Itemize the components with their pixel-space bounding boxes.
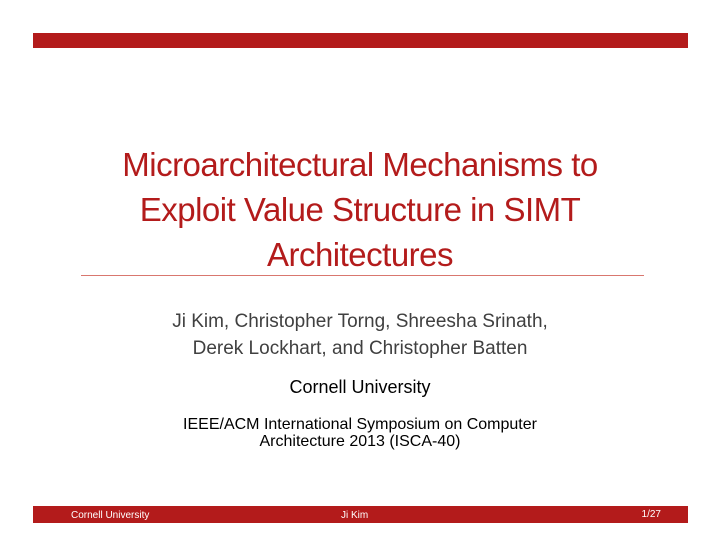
venue bbox=[60, 416, 660, 450]
title-line-1: Microarchitectural Mechanisms to bbox=[122, 146, 598, 183]
venue-line-1: IEEE/ACM International Symposium on Computer bbox=[183, 416, 537, 433]
top-accent-bar bbox=[33, 33, 688, 48]
footer-bar bbox=[33, 506, 688, 523]
footer-affiliation: Cornell University bbox=[71, 510, 150, 521]
venue-line-2: Architecture 2013 (ISCA-40) bbox=[259, 433, 461, 450]
title-divider bbox=[81, 275, 644, 276]
affiliation: Cornell University bbox=[289, 377, 431, 397]
title-line-3: Architectures bbox=[266, 236, 454, 273]
title-line-2: Exploit Value Structure in SIMT bbox=[139, 191, 581, 228]
slide-number: 1/27 bbox=[641, 509, 661, 520]
author-line-1: Ji Kim, Christopher Torng, Shreesha Srinath, bbox=[172, 311, 548, 332]
slide-title bbox=[60, 142, 660, 277]
author-list bbox=[60, 308, 660, 362]
author-line-2: Derek Lockhart, and Christopher Batten bbox=[192, 338, 528, 359]
footer-presenter: Ji Kim bbox=[341, 510, 369, 521]
